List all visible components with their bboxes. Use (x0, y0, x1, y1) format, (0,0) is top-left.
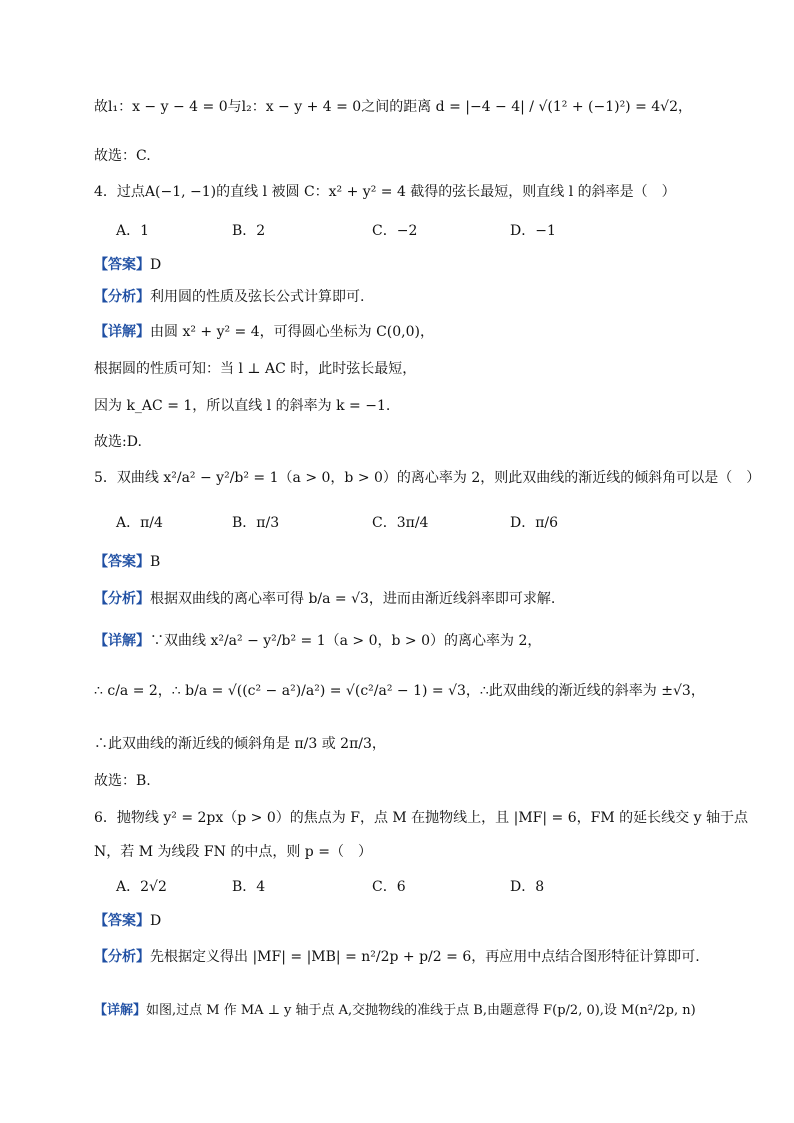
detail-line (94, 322, 434, 342)
answer-tag: 【答案】 (94, 257, 150, 273)
answer-value: D (150, 913, 162, 929)
text-line: N，若 M 为线段 FN 的中点，则 p =（ ） (94, 844, 372, 860)
detail-text: 如图,过点 M 作 MA ⊥ y 轴于点 A,交抛物线的准线于点 B,由题意得 F(p/2, 0),设 M(n²/2p, n) (146, 1003, 696, 1018)
text-line: 故l₁：x − y − 4 = 0与l₂：x − y + 4 = 0之间的距离 d = |−4 − 4| / √(1² + (−1)²) = 4√2， (94, 99, 693, 115)
text-line: ∴ c/a = 2，∴ b/a = √((c² − a²)/a²) = √(c²/a² − 1) = √3，∴此双曲线的渐近线的斜率为 ±√3， (94, 683, 705, 699)
answer-tag: 【答案】 (94, 554, 150, 570)
analysis-line (94, 947, 700, 967)
answer-line (94, 552, 160, 572)
option-c: C．3π/4 (372, 515, 429, 531)
analysis-text: 先根据定义得出 |MF| = |MB| = n²/2p + p/2 = 6，再应用中点结合图形特征计算即可. (150, 949, 700, 965)
option-a: A．1 (116, 223, 150, 239)
option-c: C．6 (372, 879, 406, 895)
text-line: ∴此双曲线的渐近线的倾斜角是 π/3 或 2π/3， (94, 736, 386, 752)
question-5: 5．双曲线 x²/a² − y²/b² = 1（a > 0，b > 0）的离心率为 2，则此双曲线的渐近线的倾斜角可以是（ ） (94, 470, 761, 486)
analysis-text: 根据双曲线的离心率可得 b/a = √3，进而由渐近线斜率即可求解. (150, 591, 556, 607)
analysis-line (94, 589, 555, 609)
option-a: A．2√2 (116, 879, 167, 895)
detail-text: 由圆 x² + y² = 4，可得圆心坐标为 C(0,0)， (150, 324, 434, 340)
detail-tag: 【详解】 (94, 633, 150, 649)
option-b: B．4 (232, 879, 266, 895)
option-c: C．−2 (372, 223, 418, 239)
option-d: D．−1 (510, 223, 556, 239)
detail-line (94, 1001, 696, 1021)
option-b: B．π/3 (232, 515, 280, 531)
answer-tag: 【答案】 (94, 913, 150, 929)
text-line: 故选：B. (94, 773, 151, 789)
analysis-text: 利用圆的性质及弦长公式计算即可. (150, 289, 365, 305)
analysis-tag: 【分析】 (94, 949, 150, 965)
detail-line (94, 631, 541, 651)
answer-line (94, 911, 161, 931)
analysis-tag: 【分析】 (94, 289, 150, 305)
answer-value: B (150, 554, 161, 570)
analysis-tag: 【分析】 (94, 591, 150, 607)
answer-line (94, 255, 161, 275)
detail-tag: 【详解】 (94, 1003, 147, 1018)
text-line: 根据圆的性质可知：当 l ⊥ AC 时，此时弦长最短， (94, 361, 417, 377)
option-d: D．π/6 (510, 515, 559, 531)
text-line: 因为 k_AC = 1，所以直线 l 的斜率为 k = −1. (94, 398, 391, 414)
text-line: 故选：C. (94, 148, 151, 164)
option-b: B．2 (232, 223, 266, 239)
question-6: 6．抛物线 y² = 2px（p > 0）的焦点为 F，点 M 在抛物线上，且 |MF| = 6，FM 的延长线交 y 轴于点 (94, 810, 748, 826)
question-4: 4．过点A(−1, −1)的直线 l 被圆 C：x² + y² = 4 截得的弦长最短，则直线 l 的斜率是（ ） (94, 184, 676, 200)
option-a: A．π/4 (116, 515, 163, 531)
text-line: 故选:D. (94, 434, 142, 450)
answer-value: D (150, 257, 162, 273)
detail-tag: 【详解】 (94, 324, 150, 340)
detail-text: ∵双曲线 x²/a² − y²/b² = 1（a > 0，b > 0）的离心率为 2， (150, 633, 542, 649)
analysis-line (94, 287, 364, 307)
option-d: D．8 (510, 879, 545, 895)
